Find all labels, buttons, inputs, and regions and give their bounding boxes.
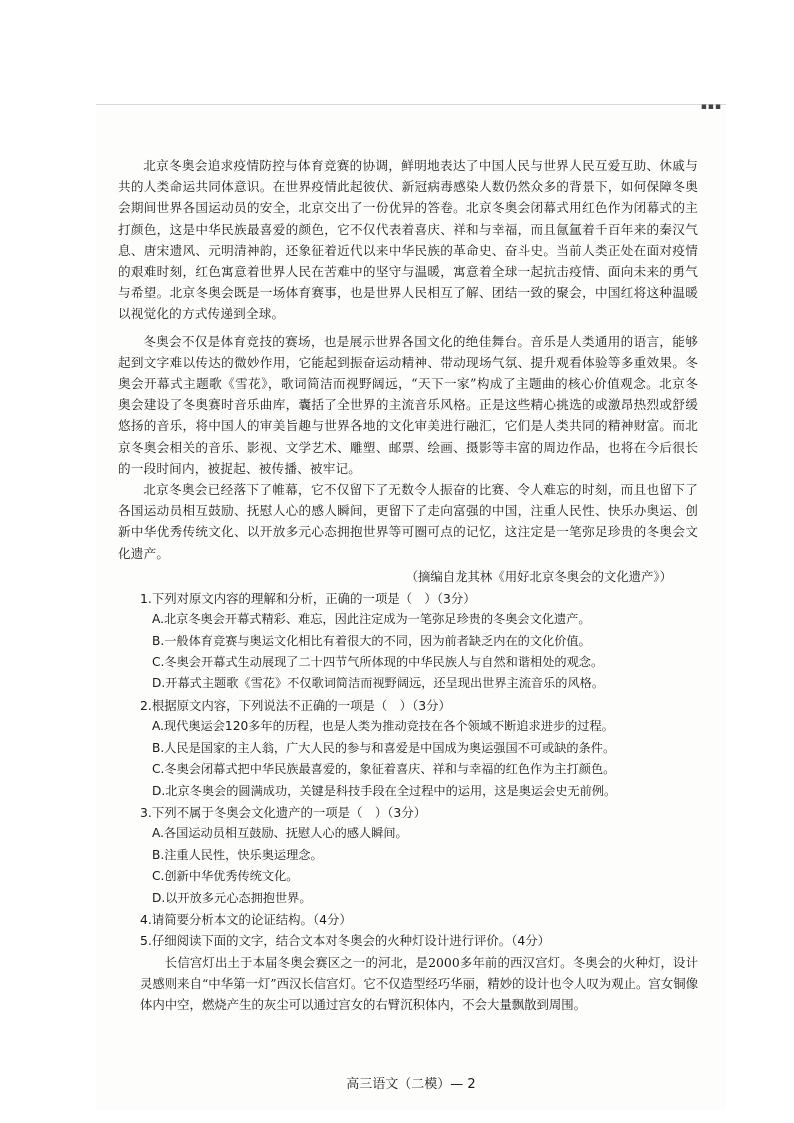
option-b: B.一般体育竞赛与奥运文化相比有着很大的不同，因为前者缺乏内在的文化价值。 xyxy=(152,633,591,648)
page-footer: 高三语文（二模）— 2 xyxy=(346,1077,476,1092)
page-content xyxy=(118,155,698,1015)
option-c: C.创新中华优秀传统文化。 xyxy=(152,869,299,884)
option-b: B.人民是国家的主人翁，广大人民的参与和喜爱是中国成为奥运强国不可或缺的条件。 xyxy=(152,740,616,755)
passage-source: （摘编自龙其林《用好北京冬奥会的文化遗产》） xyxy=(405,568,672,584)
question-stem: 3.下列不属于冬奥会文化遗产的一项是（ ）（3分） xyxy=(140,804,427,820)
question-5-material: 长信宫灯出土于本届冬奥会赛区之一的河北，是2000多年前的西汉宫灯。冬奥会的火种灯，设计灵感则来自“中华第一灯”西汉长信宫灯。它不仅造型经巧华丽，精妙的设计也令人叹为观止。宫女铜像体内中空，燃烧产生的灰尘可以通过宫女的右臂沉积体内，不会大量飘散到周围。 xyxy=(140,954,698,1013)
option-d: D.以开放多元心态拥抱世界。 xyxy=(152,890,312,905)
option-a: A.现代奥运会120多年的历程，也是人类为推动竞技在各个领域不断追求进步的过程。 xyxy=(152,719,614,734)
question-stem: 5.仔细阅读下面的文字，结合文本对冬奥会的火种灯设计进行评价。（4分） xyxy=(140,933,551,949)
option-c: C.冬奥会开幕式生动展现了二十四节气所体现的中华民族人与自然和谐相处的观念。 xyxy=(152,655,604,670)
option-a: A.北京冬奥会开幕式精彩、难忘，因此注定成为一笔弥足珍贵的冬奥会文化遗产。 xyxy=(152,612,591,627)
option-d: D.开幕式主题歌《雪花》不仅歌词简洁而视野阔远，还呈现出世界主流音乐的风格。 xyxy=(152,676,605,691)
question-1 xyxy=(118,588,698,695)
option-a: A.各国运动员相互鼓励、抚慰人心的感人瞬间。 xyxy=(152,826,408,841)
exam-page xyxy=(96,104,726,1110)
option-b: B.注重人民性，快乐奥运理念。 xyxy=(152,847,323,862)
question-5 xyxy=(118,930,698,1015)
question-3 xyxy=(118,802,698,909)
passage-paragraph-2: 冬奥会不仅是体育竞技的赛场，也是展示世界各国文化的绝佳舞台。音乐是人类通用的语言，能够起到文字难以传达的微妙作用，它能起到振奋运动精神、带动现场气氛、提升观看体验等多重效果。冬奥会开幕式主题歌《雪花》，歌词简洁而视野阔远，“天下一家”构成了主题曲的核心价值观念。北京冬奥会建设了冬奥赛时音乐曲库，囊括了全世界的主流音乐风格。正是这些精心挑选的或激昂热烈或舒缓悠扬的音乐，将中国人的审美旨趣与世界各地的文化审美进行融汇，它们是人类共同的精神财富。而北京冬奥会相关的音乐、影视、文学艺术、雕塑、邮票、绘画、摄影等丰富的周边作品，也将在今后很长的一段时间内，被捉起、被传播、被牢记。 xyxy=(118,333,698,476)
option-d: D.北京冬奥会的圆满成功，关键是科技手段在全过程中的运用，这是奥运会史无前例。 xyxy=(152,783,617,798)
question-stem: 2.根据原文内容，下列说法不正确的一项是（ ）（3分） xyxy=(140,697,451,713)
corner-mark: ▪▪▪ xyxy=(700,102,722,112)
passage-paragraph-1: 北京冬奥会追求疫情防控与体育竞赛的协调，鲜明地表达了中国人民与世界人民互爱互助、休戚与共的人类命运共同体意识。在世界疫情此起彼伏、新冠病毒感染人数仍然众多的背景下，如何保障冬奥会期间世界各国运动员的安全，北京交出了一份优异的答卷。北京冬奥会闭幕式用红色作为闭幕式的主打颜色，这是中华民族最喜爱的颜色，它不仅代表着喜庆、祥和与幸福，而且氤氲着千百年来的秦汉气息、唐宋遗风、元明清神韵，还象征着近代以来中华民族的革命史、奋斗史。当前人类正处在面对疫情的艰难时刻，红色寓意着世界人民在苦难中的坚守与温暖，寓意着全球一起抗击疫情、面向未来的勇气与希望。北京冬奥会既是一场体育赛事，也是世界人民相互了解、团结一致的聚会，中国红将这种温暖以视觉化的方式传递到全球。 xyxy=(118,158,698,322)
question-stem: 1.下列对原文内容的理解和分析，正确的一项是（ ）（3分） xyxy=(140,590,476,606)
passage-paragraph-3: 北京冬奥会已经落下了帷幕，它不仅留下了无数令人振奋的比赛、令人难忘的时刻，而且也留下了各国运动员相互鼓励、抚慰人心的感人瞬间，更留下了走向富强的中国，注重人民性、快乐办奥运、创新中华优秀传统文化、以开放多元心态拥抱世界等可圈可点的记忆，这注定是一笔弥足珍贵的冬奥会文化遗产。 xyxy=(118,482,698,561)
option-c: C.冬奥会闭幕式把中华民族最喜爱的，象征着喜庆、祥和与幸福的红色作为主打颜色。 xyxy=(152,762,616,777)
question-4 xyxy=(118,909,698,930)
question-stem: 4.请简要分析本文的论证结构。（4分） xyxy=(140,911,352,927)
question-2 xyxy=(118,695,698,802)
